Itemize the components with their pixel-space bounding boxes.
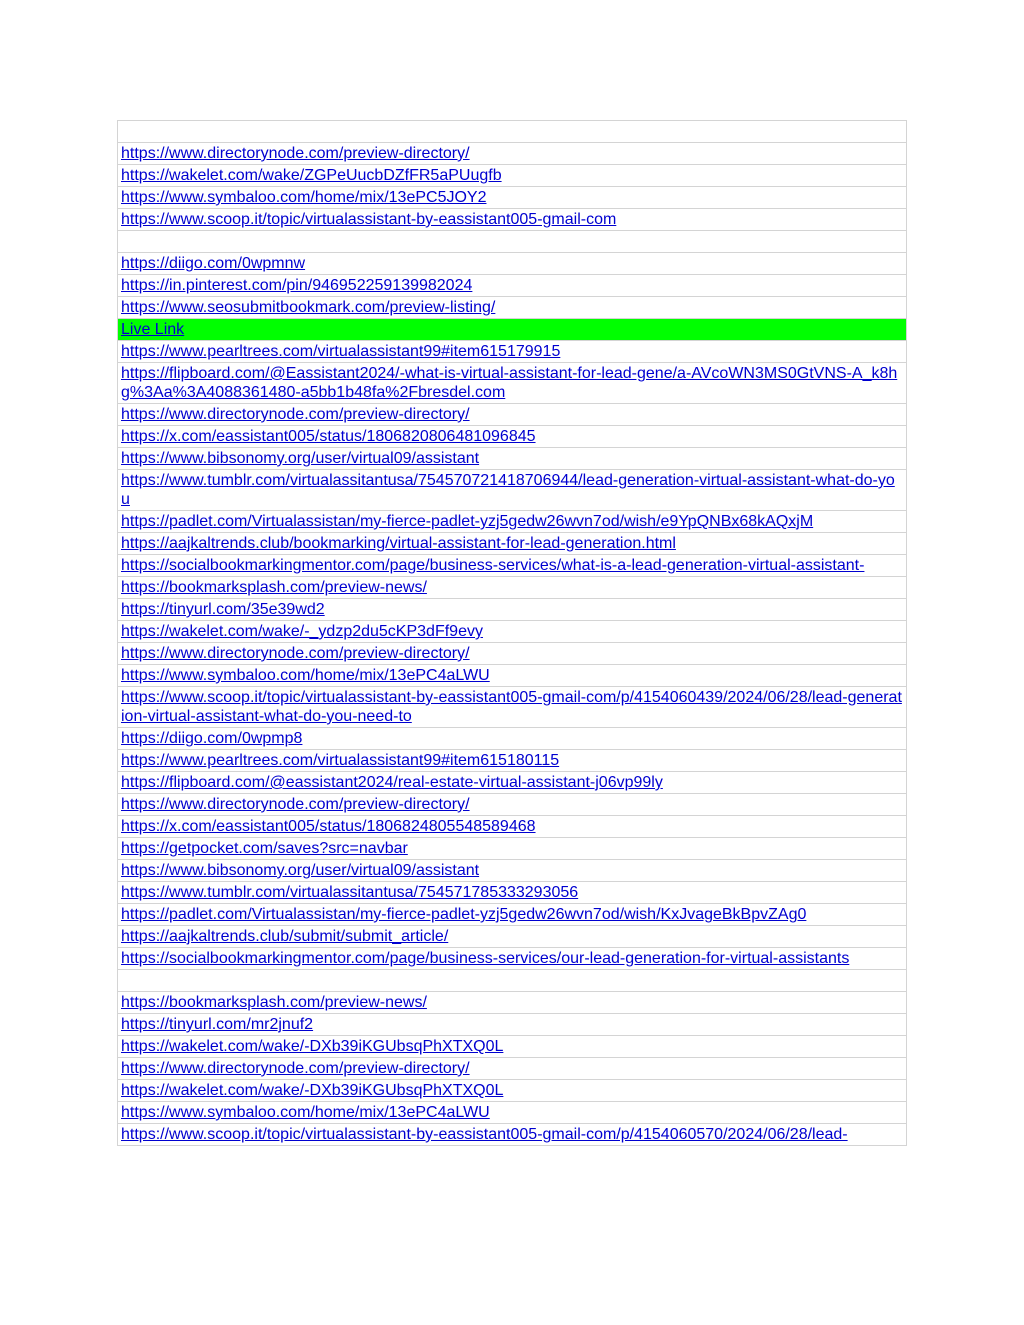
- url-link[interactable]: https://socialbookmarkingmentor.com/page/business-services/what-is-a-lead-generation-virtual-assistant-: [121, 557, 865, 574]
- url-link[interactable]: https://wakelet.com/wake/-DXb39iKGUbsqPhXTXQ0L: [121, 1038, 504, 1055]
- table-cell: [118, 1014, 907, 1036]
- table-row: [118, 448, 907, 470]
- table-cell: [118, 970, 907, 992]
- table-cell: [118, 1102, 907, 1124]
- table-row: [118, 363, 907, 404]
- table-row: [118, 687, 907, 728]
- table-cell: [118, 621, 907, 643]
- url-link[interactable]: https://wakelet.com/wake/-_ydzp2du5cKP3dFf9evy: [121, 623, 483, 640]
- table-row: [118, 511, 907, 533]
- url-link[interactable]: https://www.symbaloo.com/home/mix/13ePC4aLWU: [121, 667, 490, 684]
- table-cell: [118, 275, 907, 297]
- table-cell: [118, 143, 907, 165]
- table-row: [118, 1014, 907, 1036]
- table-cell: [118, 643, 907, 665]
- table-cell: [118, 1058, 907, 1080]
- empty-row: [118, 121, 907, 143]
- url-link[interactable]: https://www.directorynode.com/preview-directory/: [121, 145, 470, 162]
- table-cell: [118, 1080, 907, 1102]
- table-row: [118, 1036, 907, 1058]
- table-row: [118, 555, 907, 577]
- table-row: [118, 838, 907, 860]
- empty-row: [118, 231, 907, 253]
- url-link[interactable]: https://aajkaltrends.club/bookmarking/virtual-assistant-for-lead-generation.html: [121, 535, 676, 552]
- table-cell: [118, 426, 907, 448]
- url-link[interactable]: https://wakelet.com/wake/ZGPeUucbDZfFR5aPUugfb: [121, 167, 502, 184]
- table-cell: [118, 904, 907, 926]
- url-link[interactable]: https://www.pearltrees.com/virtualassistant99#item615179915: [121, 343, 561, 360]
- table-row: [118, 165, 907, 187]
- table-row: [118, 599, 907, 621]
- table-row: [118, 665, 907, 687]
- table-row: [118, 860, 907, 882]
- table-cell: [118, 470, 907, 511]
- url-link[interactable]: https://padlet.com/Virtualassistan/my-fierce-padlet-yzj5gedw26wvn7od/wish/e9YpQNBx68kAQxjM: [121, 513, 814, 530]
- table-cell: [118, 665, 907, 687]
- table-cell: [118, 860, 907, 882]
- table-cell: [118, 750, 907, 772]
- table-row: [118, 187, 907, 209]
- table-cell: [118, 511, 907, 533]
- table-cell: [118, 599, 907, 621]
- table-row: [118, 275, 907, 297]
- table-cell: [118, 687, 907, 728]
- url-link[interactable]: https://www.bibsonomy.org/user/virtual09/assistant: [121, 862, 480, 879]
- table-row: [118, 533, 907, 555]
- table-cell: [118, 816, 907, 838]
- table-row: [118, 143, 907, 165]
- table-cell: [118, 948, 907, 970]
- table-cell: [118, 341, 907, 363]
- table-cell: [118, 772, 907, 794]
- table-row: [118, 341, 907, 363]
- table-cell: [118, 209, 907, 231]
- table-row: [118, 209, 907, 231]
- table-row: [118, 1058, 907, 1080]
- table-cell: [118, 121, 907, 143]
- table-row: [118, 426, 907, 448]
- table-cell: [118, 794, 907, 816]
- table-row: [118, 992, 907, 1014]
- url-link[interactable]: https://bookmarksplash.com/preview-news/: [121, 579, 427, 596]
- table-cell: [118, 363, 907, 404]
- table-cell: [118, 165, 907, 187]
- url-link[interactable]: https://getpocket.com/saves?src=navbar: [121, 840, 408, 857]
- url-link[interactable]: https://flipboard.com/@Eassistant2024/-what-is-virtual-assistant-for-lead-gene/a-AVcoWN3MS0GtVNS-A_k8hg%3Aa%3A4088361480-a5bb1b48fa%2Fbresdel.com: [121, 365, 898, 401]
- table-cell: [118, 577, 907, 599]
- url-link[interactable]: https://www.pearltrees.com/virtualassistant99#item615180115: [121, 752, 560, 769]
- table-row: [118, 926, 907, 948]
- url-link[interactable]: https://x.com/eassistant005/status/1806824805548589468: [121, 818, 536, 835]
- table-cell: [118, 297, 907, 319]
- table-cell: [118, 992, 907, 1014]
- table-row: [118, 297, 907, 319]
- url-link[interactable]: https://in.pinterest.com/pin/946952259139982024: [121, 277, 473, 294]
- table-row: [118, 1102, 907, 1124]
- url-link[interactable]: https://www.bibsonomy.org/user/virtual09/assistant: [121, 450, 480, 467]
- url-link[interactable]: https://tinyurl.com/mr2jnuf2: [121, 1016, 314, 1033]
- table-cell: [118, 253, 907, 275]
- table-row: [118, 253, 907, 275]
- table-row: [118, 794, 907, 816]
- url-link[interactable]: https://www.scoop.it/topic/virtualassistant-by-eassistant005-gmail-com/p/4154060570/2024/06/28/lead-: [121, 1126, 848, 1143]
- table-cell: [118, 231, 907, 253]
- table-row: [118, 577, 907, 599]
- url-link[interactable]: https://wakelet.com/wake/-DXb39iKGUbsqPhXTXQ0L: [121, 1082, 504, 1099]
- table-cell: [118, 555, 907, 577]
- url-link[interactable]: https://www.directorynode.com/preview-directory/: [121, 406, 470, 423]
- table-cell: [118, 926, 907, 948]
- table-row: [118, 904, 907, 926]
- url-link[interactable]: https://diigo.com/0wpmnw: [121, 255, 306, 272]
- url-link[interactable]: https://www.tumblr.com/virtualassitantusa/754571785333293056: [121, 884, 579, 901]
- table-row: [118, 621, 907, 643]
- table-row: [118, 882, 907, 904]
- table-cell: [118, 533, 907, 555]
- table-row: [118, 470, 907, 511]
- table-cell: [118, 728, 907, 750]
- url-link[interactable]: https://www.seosubmitbookmark.com/preview-listing/: [121, 299, 496, 316]
- url-link[interactable]: https://www.tumblr.com/virtualassitantusa/754570721418706944/lead-generation-virtual-assistant-what-do-you: [121, 472, 895, 508]
- url-link[interactable]: https://diigo.com/0wpmp8: [121, 730, 303, 747]
- url-link[interactable]: https://www.directorynode.com/preview-directory/: [121, 1060, 470, 1077]
- url-link[interactable]: https://padlet.com/Virtualassistan/my-fierce-padlet-yzj5gedw26wvn7od/wish/KxJvageBkBpvZAg0: [121, 906, 807, 923]
- table-row: [118, 404, 907, 426]
- url-link[interactable]: https://www.directorynode.com/preview-directory/: [121, 796, 470, 813]
- table-row: [118, 643, 907, 665]
- table-row: [118, 1080, 907, 1102]
- url-link[interactable]: https://tinyurl.com/35e39wd2: [121, 601, 325, 618]
- table-row: [118, 750, 907, 772]
- highlighted-row: [118, 319, 907, 341]
- url-link[interactable]: https://aajkaltrends.club/submit/submit_article/: [121, 928, 449, 945]
- table-cell: [118, 319, 907, 341]
- url-link[interactable]: https://bookmarksplash.com/preview-news/: [121, 994, 427, 1011]
- table-cell: [118, 882, 907, 904]
- table-row: [118, 948, 907, 970]
- url-link[interactable]: https://www.symbaloo.com/home/mix/13ePC4aLWU: [121, 1104, 490, 1121]
- url-link[interactable]: https://x.com/eassistant005/status/1806820806481096845: [121, 428, 536, 445]
- empty-row: [118, 970, 907, 992]
- table-cell: [118, 404, 907, 426]
- url-link[interactable]: https://www.directorynode.com/preview-directory/: [121, 645, 470, 662]
- url-link[interactable]: https://www.scoop.it/topic/virtualassistant-by-eassistant005-gmail-com: [121, 211, 617, 228]
- table-row: [118, 728, 907, 750]
- table-cell: [118, 448, 907, 470]
- link-table-body: [118, 121, 907, 1146]
- table-row: [118, 772, 907, 794]
- table-row: [118, 1124, 907, 1146]
- url-link[interactable]: https://www.scoop.it/topic/virtualassistant-by-eassistant005-gmail-com/p/4154060439/2024/06/28/lead-generation-virtual-assistant-what-do-you-need-to: [121, 689, 902, 725]
- table-cell: [118, 1124, 907, 1146]
- url-link[interactable]: https://flipboard.com/@eassistant2024/real-estate-virtual-assistant-j06vp99ly: [121, 774, 663, 791]
- link-table: [117, 120, 907, 1146]
- live-link[interactable]: Live Link: [121, 321, 185, 338]
- table-row: [118, 816, 907, 838]
- table-cell: [118, 838, 907, 860]
- url-link[interactable]: https://www.symbaloo.com/home/mix/13ePC5JOY2: [121, 189, 487, 206]
- table-cell: [118, 187, 907, 209]
- url-link[interactable]: https://socialbookmarkingmentor.com/page/business-services/our-lead-generation-for-virtual-assistants: [121, 950, 850, 967]
- table-cell: [118, 1036, 907, 1058]
